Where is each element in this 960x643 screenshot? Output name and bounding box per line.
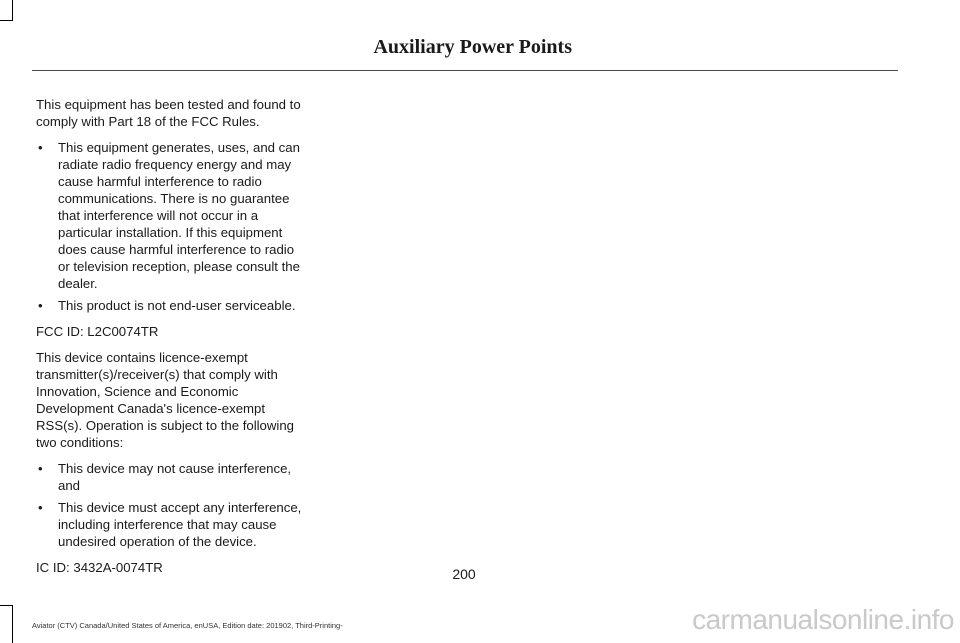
footer-edition-info: Aviator (CTV) Canada/United States of America, enUSA, Edition date: 201902, Third-Printing- bbox=[32, 621, 343, 630]
bullet-list-conditions bbox=[36, 460, 306, 550]
list-item bbox=[36, 460, 306, 494]
list-item bbox=[36, 499, 306, 550]
crop-mark-bottom-left-horizontal bbox=[0, 605, 13, 606]
crop-mark-top-left-horizontal bbox=[0, 20, 13, 21]
ic-id: IC ID: 3432A-0074TR bbox=[36, 560, 163, 575]
header-divider bbox=[32, 70, 898, 71]
list-item bbox=[36, 297, 306, 314]
bullet-icon: • bbox=[38, 500, 43, 515]
bullet-icon: • bbox=[38, 298, 43, 313]
page-title-text: Auxiliary Power Points bbox=[373, 36, 572, 58]
list-item-text: This device may not cause interference, and bbox=[58, 461, 292, 493]
list-item-text: This equipment generates, uses, and can radiate radio frequency energy and may cause harmful interference to radio communications. There is no guarantee that interference will not occur in a particular installation. If this equipment does cause harmful interference to radio or television reception, please consult the dealer. bbox=[58, 140, 300, 291]
paragraph-fcc-compliance: This equipment has been tested and found to comply with Part 18 of the FCC Rules. bbox=[36, 97, 301, 129]
page-number: 200 bbox=[452, 566, 476, 582]
bullet-icon: • bbox=[38, 140, 43, 155]
list-item-text: This product is not end-user serviceable. bbox=[58, 298, 296, 313]
crop-mark-top-left-vertical bbox=[12, 0, 13, 20]
bullet-icon: • bbox=[38, 461, 43, 476]
crop-mark-bottom-left-vertical bbox=[12, 605, 13, 643]
fcc-id: FCC ID: L2C0074TR bbox=[36, 324, 159, 339]
bullet-list-fcc bbox=[36, 139, 306, 314]
main-content bbox=[36, 96, 306, 585]
list-item-text: This device must accept any interference, including interference that may cause undesired operation of the device. bbox=[58, 500, 302, 549]
list-item bbox=[36, 139, 306, 292]
paragraph-canada-compliance: This device contains licence-exempt transmitter(s)/receiver(s) that comply with Innovation, Science and Economic Development Canada's licence-exempt RSS(s). Operation is subject to the following two conditions: bbox=[36, 350, 295, 450]
watermark: carmanualsonline.info bbox=[692, 604, 954, 635]
page-title bbox=[0, 36, 928, 59]
